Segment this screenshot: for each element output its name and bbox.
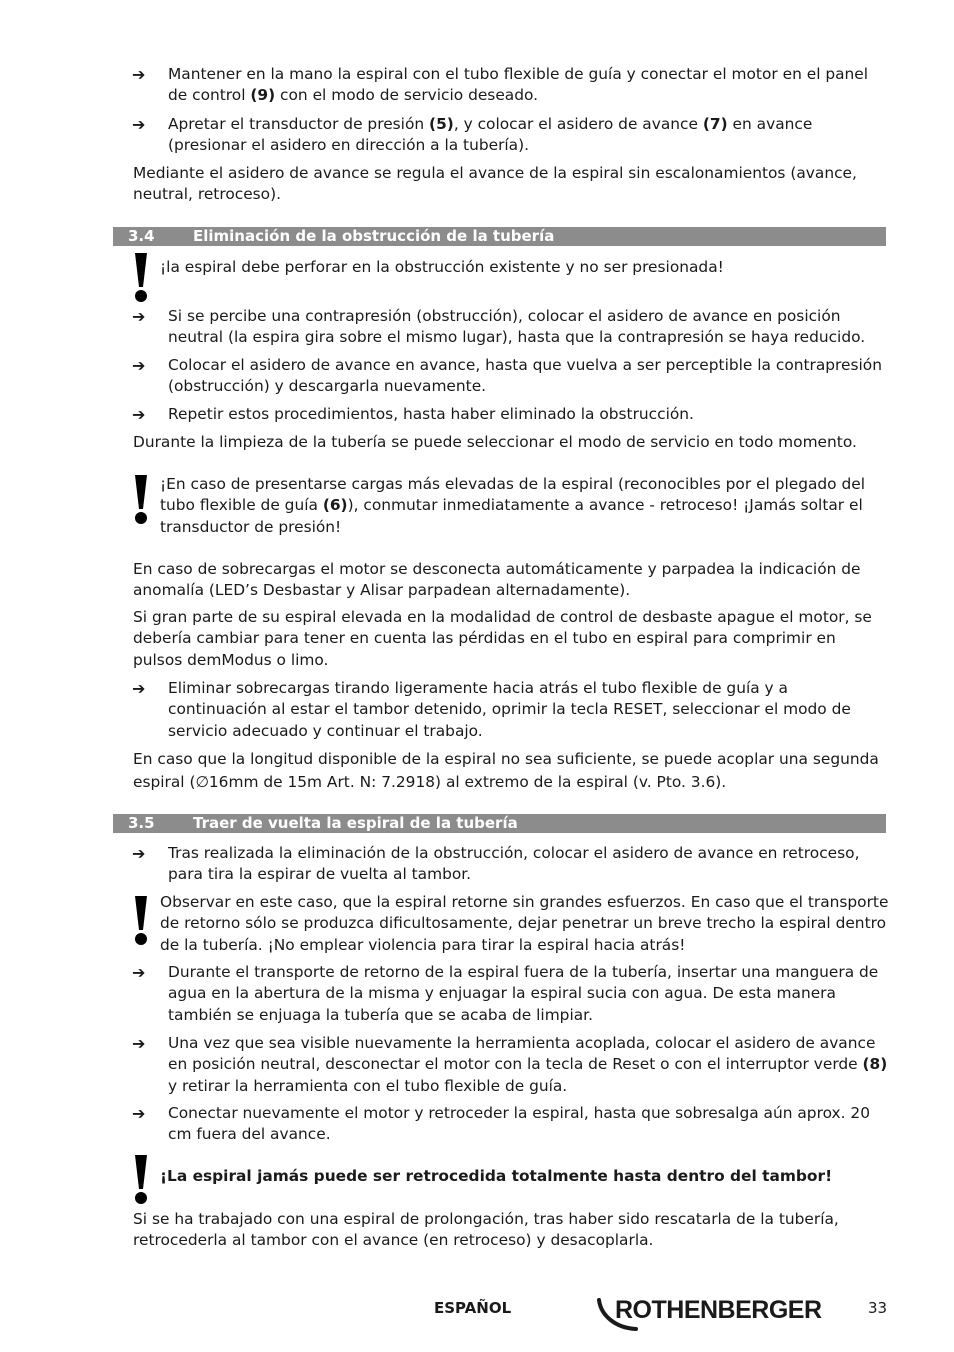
footer-language: ESPAÑOL [434, 1299, 512, 1317]
sec34-bullet-1: Si se percibe una contrapresión (obstrucción), colocar el asidero de avance en posición neutral (la espira gira sobre el mismo lugar), hasta que la contrapresión se haya reducido. [168, 307, 866, 347]
arrow-bullet-icon: ➔ [132, 115, 146, 134]
arrow-bullet-icon: ➔ [132, 844, 146, 863]
section-heading-3-5 [113, 814, 886, 833]
arrow-bullet-icon: ➔ [132, 963, 146, 982]
intro-bullet-2: Apretar el transductor de presión (5), y colocar el asidero de avance (7) en avance (presionar el asidero en dirección a la tubería). [168, 115, 813, 155]
sec34-bullet-3: Repetir estos procedimientos, hasta haber eliminado la obstrucción. [168, 405, 694, 423]
arrow-bullet-icon: ➔ [132, 1034, 146, 1053]
sec34-paragraph-2: En caso de sobrecargas el motor se desconecta automáticamente y parpadea la indicación de anomalía (LED’s Desbastar y Alisar parpadean alternadamente). [133, 560, 861, 600]
section-heading-3-4 [113, 227, 886, 246]
warning-text-bold: ¡La espiral jamás puede ser retrocedida totalmente hasta dentro del tambor! [160, 1167, 833, 1185]
section-number: 3.5 [128, 814, 155, 832]
exclamation-warning-icon [130, 896, 152, 946]
arrow-bullet-icon: ➔ [132, 356, 146, 375]
sec35-bullet-3: Una vez que sea visible nuevamente la herramienta acoplada, colocar el asidero de avance en posición neutral, desconectar el motor con la tecla de Reset o con el interruptor verde (8) y retirar la herramienta con el tubo flexible de guía. [168, 1034, 888, 1095]
arrow-bullet-icon: ➔ [132, 1104, 146, 1123]
sec35-bullet-2: Durante el transporte de retorno de la espiral fuera de la tubería, insertar una manguera de agua en la abertura de la misma y enjuagar la espiral sucia con agua. De esta manera también se enjuaga la tubería que se acaba de limpiar. [168, 963, 879, 1024]
exclamation-warning-icon [130, 475, 152, 525]
section-title: Traer de vuelta la espiral de la tubería [193, 814, 518, 832]
exclamation-warning-icon [130, 1155, 152, 1205]
sec34-paragraph-3: Si gran parte de su espiral elevada en la modalidad de control de desbaste apague el motor, se debería cambiar para tener en cuenta las pérdidas en el tubo en espiral para comprimir en pulsos demModus o limo. [133, 608, 872, 669]
warning-text: ¡la espiral debe perforar en la obstrucción existente y no ser presionada! [160, 258, 724, 276]
sec34-paragraph-4: En caso que la longitud disponible de la espiral no sea suficiente, se puede acoplar una segunda espiral (∅16mm de 15m Art. N: 7.2918) al extremo de la espiral (v. Pto. 3.6). [133, 750, 879, 791]
intro-bullet-1: Mantener en la mano la espiral con el tubo flexible de guía y conectar el motor en el panel de control (9) con el modo de servicio deseado. [168, 65, 869, 105]
sec35-bullet-1: Tras realizada la eliminación de la obstrucción, colocar el asidero de avance en retroceso, para tira la espirar de vuelta al tambor. [168, 844, 860, 884]
sec35-bullet-4: Conectar nuevamente el motor y retroceder la espiral, hasta que sobresalga aún aprox. 20 cm fuera del avance. [168, 1104, 870, 1144]
intro-paragraph: Mediante el asidero de avance se regula el avance de la espiral sin escalonamientos (avance, neutral, retroceso). [133, 164, 857, 204]
section-number: 3.4 [128, 227, 155, 245]
page-number: 33 [868, 1299, 888, 1317]
sec34-bullet-4: Eliminar sobrecargas tirando ligeramente hacia atrás el tubo flexible de guía y a continuación al estar el tambor detenido, oprimir la tecla RESET, seleccionar el modo de servicio adecuado y continuar el trabajo. [168, 679, 851, 740]
exclamation-warning-icon [130, 253, 152, 303]
arrow-bullet-icon: ➔ [132, 679, 146, 698]
sec34-bullet-2: Colocar el asidero de avance en avance, hasta que vuelva a ser perceptible la contrapresión (obstrucción) y descargarla nuevamente. [168, 356, 882, 396]
arrow-bullet-icon: ➔ [132, 307, 146, 326]
warning-text: Observar en este caso, que la espiral retorne sin grandes esfuerzos. En caso que el transporte de retorno sólo se produzca dificultosamente, dejar penetrar un breve trecho la espiral dentro de la tubería. ¡No emplear violencia para tirar la espiral hacia atrás! [160, 893, 889, 954]
sec34-paragraph-1: Durante la limpieza de la tubería se puede seleccionar el modo de servicio en todo momento. [133, 433, 857, 451]
warning-text: ¡En caso de presentarse cargas más elevadas de la espiral (reconocibles por el plegado del tubo flexible de guía (6)), conmutar inmediatamente a avance - retroceso! ¡Jamás soltar el transductor de presión! [160, 475, 866, 536]
rothenberger-logo [596, 1292, 836, 1332]
arrow-bullet-icon: ➔ [132, 405, 146, 424]
arrow-bullet-icon: ➔ [132, 65, 146, 84]
sec35-paragraph-1: Si se ha trabajado con una espiral de prolongación, tras haber sido rescatarla de la tubería, retrocederla al tambor con el avance (en retroceso) y desacoplarla. [133, 1210, 839, 1250]
logo-wordmark: ROTHENBERGER [615, 1296, 822, 1324]
section-title: Eliminación de la obstrucción de la tubería [193, 227, 555, 245]
